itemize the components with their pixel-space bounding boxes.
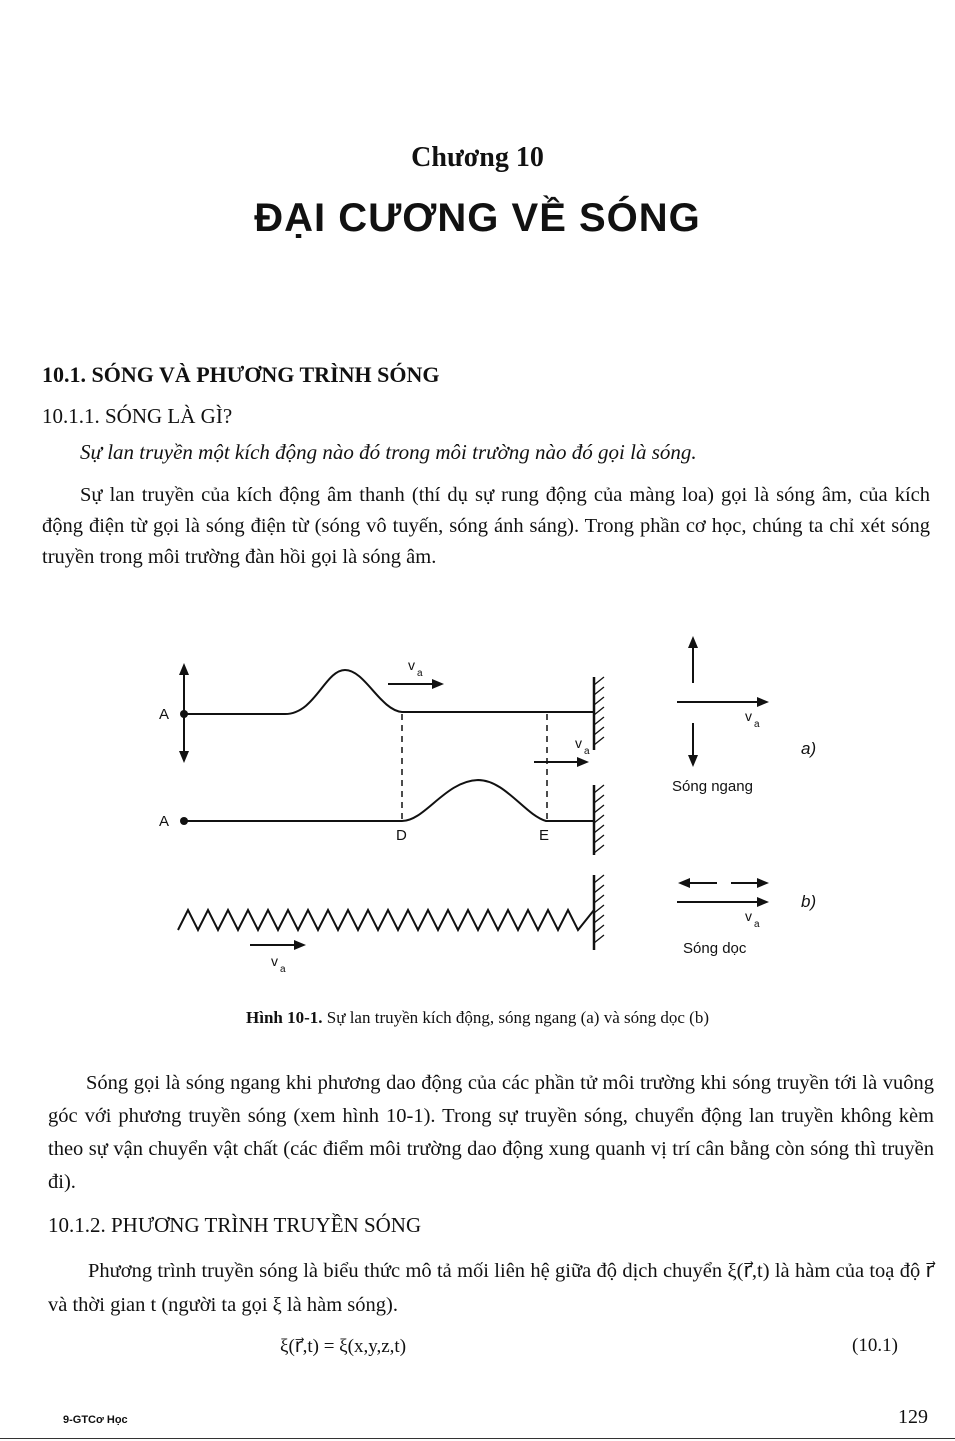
paragraph-wave-equation: Phương trình truyền sóng là biểu thức mô tả mối liên hệ giữa độ dịch chuyển ξ(r⃗,t) là hàm của toạ độ r⃗ và thời gian t (người ta gọi ξ là hàm sóng). [48,1260,934,1316]
subsection-heading-2: 10.1.2. PHƯƠNG TRÌNH TRUYỀN SÓNG [48,1213,422,1237]
point-a-upper [180,710,188,718]
label-part-b: b) [801,892,817,911]
label-e: E [539,827,550,844]
label-velocity: v [575,735,582,751]
arrowhead [294,940,306,950]
equation: ξ(r⃗,t) = ξ(x,y,z,t) [280,1336,407,1357]
caption-label: Hình 10-1. [246,1008,323,1027]
paragraph-intro: Sự lan truyền của kích động âm thanh (thí dụ sự rung động của màng loa) gọi là sóng âm, của kích động điện từ gọi là sóng điện từ (sóng vô tuyến, sóng ánh sáng). Trong phần cơ học, chúng ta chỉ xét sóng truyền trong môi trường đàn hồi gọi là sóng âm. [42,484,930,568]
arrowhead [577,757,589,767]
bottom-rule [0,1438,955,1439]
label-transverse: Sóng ngang [672,778,753,795]
upper-rope-pulse [184,670,594,714]
label-d: D [396,827,407,844]
page-number: 129 [898,1406,928,1428]
subsection-heading-1: 10.1.1. SÓNG LÀ GÌ? [42,404,233,428]
label-longitudinal: Sóng dọc [683,940,747,957]
label-velocity-sub: a [584,746,590,757]
wall-upper-hatch [594,677,604,745]
label-velocity-sub: a [280,964,286,975]
spring [178,910,594,930]
equation-number: (10.1) [852,1335,898,1356]
wave-figure [0,625,955,995]
caption-text: Sự lan truyền kích động, sóng ngang (a) và sóng dọc (b) [322,1008,709,1027]
figure-caption [0,1008,955,1028]
label-a-upper: A [159,706,170,723]
arrowhead [757,897,769,907]
wall-lower-hatch [594,785,604,853]
arrowhead [678,878,690,888]
footer-book-code: 9-GTCơ Học [63,1414,128,1426]
arrowhead [179,751,189,763]
lower-rope-pulse [184,780,594,821]
chapter-title: ĐẠI CƯƠNG VỀ SÓNG [254,196,701,240]
label-velocity: v [408,657,415,673]
chapter-label: Chương 10 [411,142,544,173]
label-velocity-sub: a [754,919,760,930]
label-part-a: a) [801,739,817,758]
label-velocity-sub: a [417,668,423,679]
arrowhead [179,663,189,675]
label-a-lower: A [159,813,170,830]
label-velocity: v [745,908,752,924]
arrowhead [757,878,769,888]
arrowhead [432,679,444,689]
wall-spring-hatch [594,875,604,943]
label-velocity: v [271,953,278,969]
wave-definition: Sự lan truyền một kích động nào đó trong môi trường nào đó gọi là sóng. [80,440,697,464]
section-heading: 10.1. SÓNG VÀ PHƯƠNG TRÌNH SÓNG [42,362,440,387]
arrowhead [757,697,769,707]
label-velocity-sub: a [754,719,760,730]
point-a-lower [180,817,188,825]
paragraph-transverse: Sóng gọi là sóng ngang khi phương dao động của các phần tử môi trường khi sóng truyền tới là vuông góc với phương truyền sóng (xem hình 10-1). Trong sự truyền sóng, chuyển động lan truyền không kèm theo sự vận chuyển vật chất (các điểm môi trường dao động xung quanh vị trí cân bằng còn sóng thì truyền đi). [48,1072,934,1193]
arrowhead [688,755,698,767]
label-velocity: v [745,708,752,724]
arrowhead [688,636,698,648]
